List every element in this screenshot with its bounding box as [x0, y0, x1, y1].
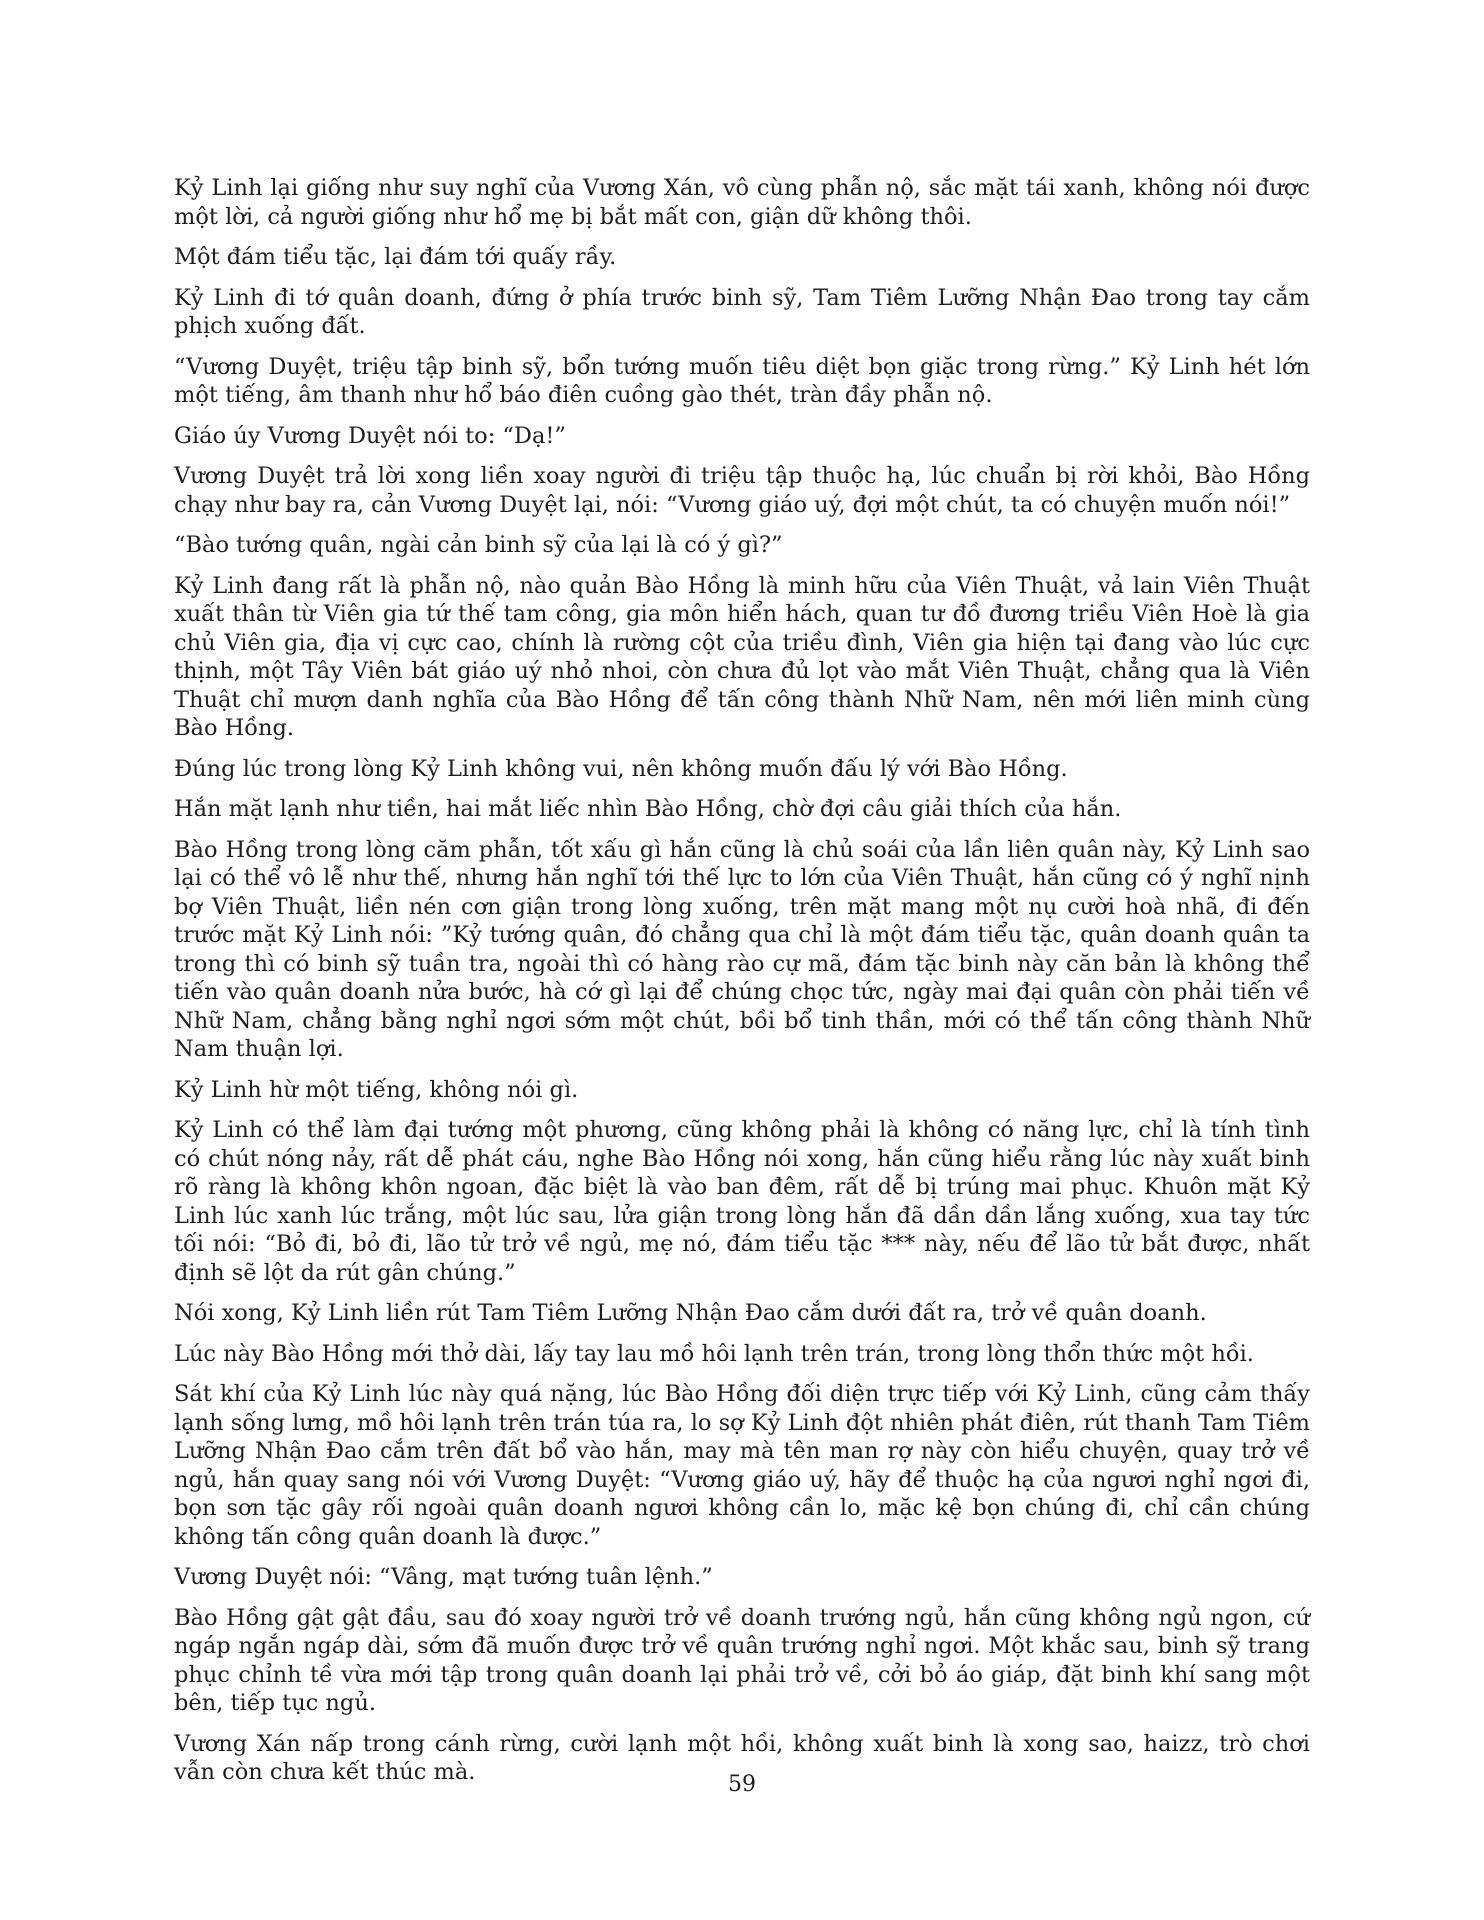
paragraph: Kỷ Linh hừ một tiếng, không nói gì.	[174, 1076, 579, 1103]
body-text	[174, 174, 1310, 1799]
paragraph: Nói xong, Kỷ Linh liền rút Tam Tiêm Lưỡng Nhận Đao cắm dưới đất ra, trở về quân doanh.	[174, 1300, 1207, 1326]
paragraph: Vương Xán nấp trong cánh rừng, cười lạnh một hồi, không xuất binh là xong sao, haizz, trò chơi vẫn còn chưa kết thúc mà.	[174, 1730, 1310, 1785]
paragraph: Bào Hồng gật gật đầu, sau đó xoay người trở về doanh trướng ngủ, hắn cũng không ngủ ngon, cứ ngáp ngắn ngáp dài, sớm đã muốn được trở về quân trướng nghỉ ngơi. Một khắc sau, binh sỹ trang phục chỉnh tề vừa mới tập trong quân doanh lại phải trở về, cởi bỏ áo giáp, đặt binh khí sang một bên, tiếp tục ngủ.	[174, 1604, 1310, 1716]
paragraph: “Vương Duyệt, triệu tập binh sỹ, bổn tướng muốn tiêu diệt bọn giặc trong rừng.” Kỷ Linh hét lớn một tiếng, âm thanh như hổ báo điên cuồng gào thét, tràn đầy phẫn nộ.	[174, 353, 1310, 408]
paragraph: Bào Hồng trong lòng căm phẫn, tốt xấu gì hắn cũng là chủ soái của lần liên quân này, Kỷ Linh sao lại có thể vô lễ như thế, nhưng hắn nghĩ tới thế lực to lớn của Viên Thuật, hắn cũng có ý nghĩ nịnh bợ Viên Thuật, liền nén cơn giận trong lòng xuống, trên mặt mang một nụ cười hoà nhã, đi đến trước mặt Kỷ Linh nói: ”Kỷ tướng quân, đó chẳng qua chỉ là một đám tiểu tặc, quân doanh quân ta trong thì có binh sỹ tuần tra, ngoài thì có hàng rào cự mã, đám tặc binh này căn bản là không thể tiến vào quân doanh nửa bước, hà cớ gì lại để chúng chọc tức, ngày mai đại quân còn phải tiến về Nhữ Nam, chẳng bằng nghỉ ngơi sớm một chút, bồi bổ tinh thần, mới có thể tấn công thành Nhữ Nam thuận lợi.	[174, 836, 1310, 1062]
paragraph: Hắn mặt lạnh như tiền, hai mắt liếc nhìn Bào Hồng, chờ đợi câu giải thích của hắn.	[174, 796, 1122, 822]
paragraph: “Bào tướng quân, ngài cản binh sỹ của lại là có ý gì?”	[174, 532, 783, 558]
paragraph: Kỷ Linh lại giống như suy nghĩ của Vương Xán, vô cùng phẫn nộ, sắc mặt tái xanh, không nói được một lời, cả người giống như hổ mẹ bị bắt mất con, giận dữ không thôi.	[174, 175, 1310, 230]
paragraph: Giáo úy Vương Duyệt nói to: “Dạ!”	[174, 422, 566, 449]
paragraph: Một đám tiểu tặc, lại đám tới quấy rầy.	[174, 244, 617, 270]
paragraph: Vương Duyệt nói: “Vâng, mạt tướng tuân lệnh.”	[174, 1564, 713, 1590]
paragraph: Kỷ Linh có thể làm đại tướng một phương, cũng không phải là không có năng lực, chỉ là tính tình có chút nóng nảy, rất dễ phát cáu, nghe Bào Hồng nói xong, hắn cũng hiểu rằng lúc này xuất binh rõ ràng là không khôn ngoan, đặc biệt là vào ban đêm, rất dễ bị trúng mai phục. Khuôn mặt Kỷ Linh lúc xanh lúc trắng, một lúc sau, lửa giận trong lòng hắn đã dần dần lắng xuống, xua tay tức tối nói: “Bỏ đi, bỏ đi, lão tử trở về ngủ, mẹ nó, đám tiểu tặc *** này, nếu để lão tử bắt được, nhất định sẽ lột da rút gân chúng.”	[174, 1117, 1310, 1286]
paragraph: Lúc này Bào Hồng mới thở dài, lấy tay lau mồ hôi lạnh trên trán, trong lòng thổn thức một hồi.	[174, 1340, 1254, 1367]
paragraph: Kỷ Linh đi tớ quân doanh, đứng ở phía trước binh sỹ, Tam Tiêm Lưỡng Nhận Đao trong tay cắm phịch xuống đất.	[174, 284, 1310, 339]
paragraph: Sát khí của Kỷ Linh lúc này quá nặng, lúc Bào Hồng đối diện trực tiếp với Kỷ Linh, cũng cảm thấy lạnh sống lưng, mồ hôi lạnh trên trán túa ra, lo sợ Kỷ Linh đột nhiên phát điên, rút thanh Tam Tiêm Lưỡng Nhận Đao cắm trên đất bổ vào hắn, may mà tên man rợ này còn hiểu chuyện, quay trở về ngủ, hắn quay sang nói với Vương Duyệt: “Vương giáo uý, hãy để thuộc hạ của ngươi nghỉ ngơi đi, bọn sơn tặc gây rối ngoài quân doanh ngươi không cần lo, mặc kệ bọn chúng đi, chỉ cần chúng không tấn công quân doanh là được.”	[174, 1381, 1310, 1550]
paragraph: Đúng lúc trong lòng Kỷ Linh không vui, nên không muốn đấu lý với Bào Hồng.	[174, 755, 1068, 782]
paragraph: Kỷ Linh đang rất là phẫn nộ, nào quản Bào Hồng là minh hữu của Viên Thuật, vả lain Viên Thuật xuất thân từ Viên gia tứ thế tam công, gia môn hiển hách, quan tư đồ đương triều Viên Hoè là gia chủ Viên gia, địa vị cực cao, chính là rường cột của triều đình, Viên gia hiện tại đang vào lúc cực thịnh, một Tây Viên bát giáo uý nhỏ nhoi, còn chưa đủ lọt vào mắt Viên Thuật, chẳng qua là Viên Thuật chỉ mượn danh nghĩa của Bào Hồng để tấn công thành Nhữ Nam, nên mới liên minh cùng Bào Hồng.	[174, 572, 1310, 741]
paragraph: Vương Duyệt trả lời xong liền xoay người đi triệu tập thuộc hạ, lúc chuẩn bị rời khỏi, Bào Hồng chạy như bay ra, cản Vương Duyệt lại, nói: “Vương giáo uý, đợi một chút, ta có chuyện muốn nói!”	[174, 463, 1310, 518]
page-number: 59	[728, 1772, 756, 1797]
